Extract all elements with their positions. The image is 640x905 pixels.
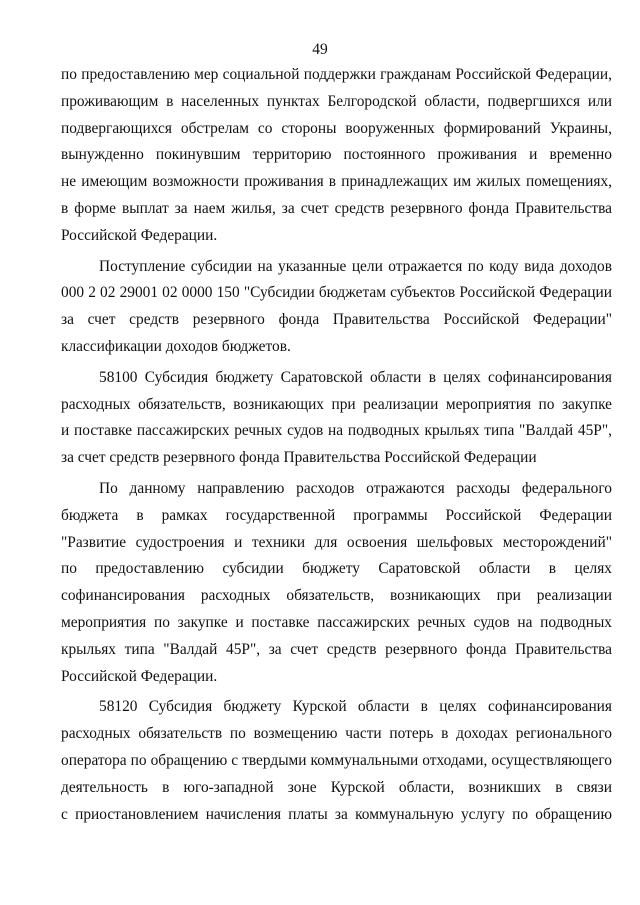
text-line: 000 2 02 29001 02 0000 150 "Субсидии бюджетам субъектов Российской Федерации <box>61 284 612 302</box>
text-line: оператора по обращению с твердыми коммунальными отходами, осуществляющего <box>61 751 612 769</box>
paragraph-continuation <box>61 62 612 250</box>
text-line: и поставке пассажирских речных судов на подводных крыльях типа "Валдай 45Р", <box>61 422 612 440</box>
paragraph-58120 <box>61 694 612 828</box>
text-line: подвергающихся обстрелам со стороны вооруженных формирований Украины, <box>61 119 612 137</box>
paragraph-58100 <box>61 365 612 472</box>
text-line: 58100 Субсидия бюджету Саратовской области в целях софинансирования <box>99 368 612 386</box>
text-line: по предоставлению субсидии бюджету Саратовской области в целях <box>61 560 612 578</box>
text-line: софинансирования расходных обязательств, возникающих при реализации <box>61 587 612 605</box>
text-line: за счет средств резервного фонда Правительства Российской Федерации" <box>61 311 612 329</box>
text-line: с приостановлением начисления платы за коммунальную услугу по обращению <box>61 805 612 823</box>
text-line: в форме выплат за наем жилья, за счет средств резервного фонда Правительства <box>61 199 612 217</box>
paragraph-revenue-code <box>61 254 612 361</box>
text-line: за счет средств резервного фонда Правительства Российской Федерации <box>61 449 537 467</box>
text-line: По данному направлению расходов отражаются расходы федерального <box>99 479 612 497</box>
text-line: расходных обязательств, возникающих при реализации мероприятия по закупке <box>61 395 612 413</box>
text-line: Российской Федерации. <box>61 667 218 685</box>
text-line: "Развитие судостроения и техники для освоения шельфовых месторождений" <box>61 533 612 551</box>
document-body <box>61 62 612 828</box>
page-number: 49 <box>312 41 328 58</box>
text-line: расходных обязательств по возмещению части потерь в доходах регионального <box>61 725 612 743</box>
paragraph-expenditure-direction <box>61 476 612 690</box>
text-line: классификации доходов бюджетов. <box>61 337 291 355</box>
text-line: деятельность в юго-западной зоне Курской области, возникших в связи <box>61 778 612 796</box>
text-line: бюджета в рамках государственной программы Российской Федерации <box>61 506 612 524</box>
text-line: по предоставлению мер социальной поддержки гражданам Российской Федерации, <box>61 66 612 83</box>
text-line: Поступление субсидии на указанные цели отражается по коду вида доходов <box>99 257 612 275</box>
text-line: проживающим в населенных пунктах Белгородской области, подвергшихся или <box>61 92 612 110</box>
text-line: 58120 Субсидия бюджету Курской области в целях софинансирования <box>99 698 612 716</box>
text-line: мероприятия по закупке и поставке пассажирских речных судов на подводных <box>61 613 612 631</box>
text-line: не имеющим возможности проживания в принадлежащих им жилых помещениях, <box>61 173 612 191</box>
text-line: крыльях типа "Валдай 45Р", за счет средств резервного фонда Правительства <box>61 640 612 658</box>
text-line: вынужденно покинувшим территорию постоянного проживания и временно <box>61 146 612 164</box>
text-line: Российской Федерации. <box>61 226 218 244</box>
